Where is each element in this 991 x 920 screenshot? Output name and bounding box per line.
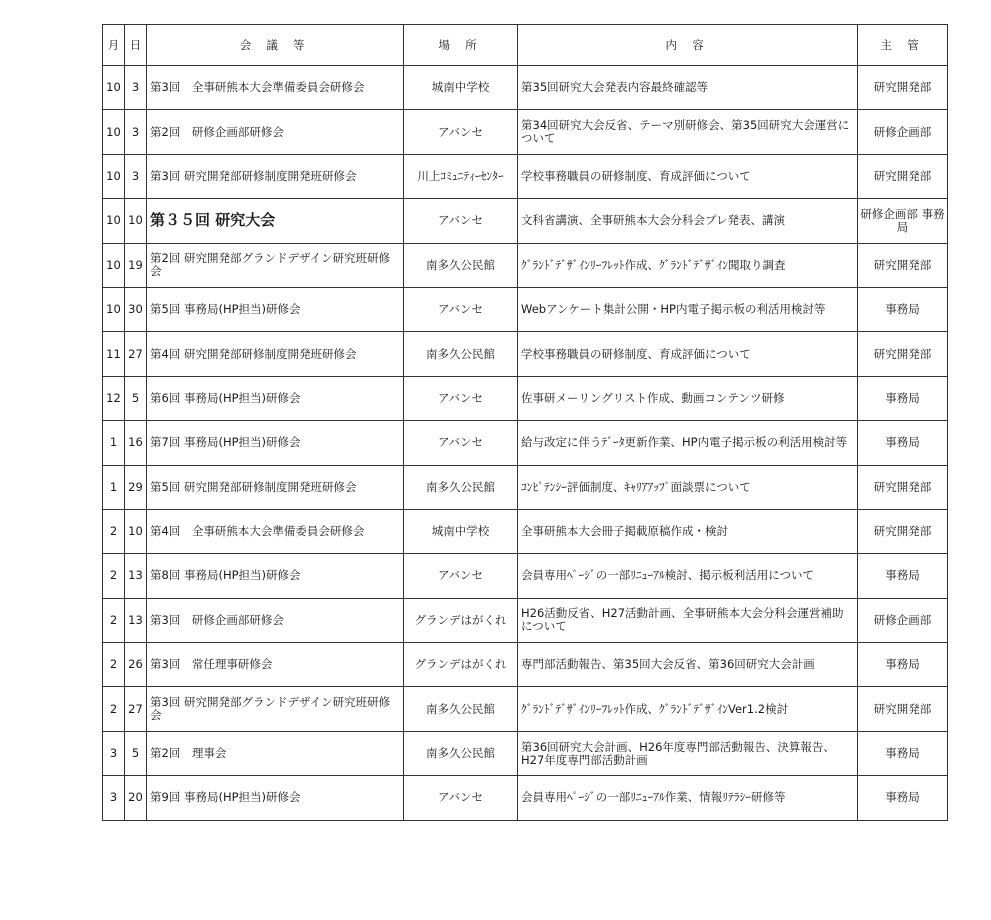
cell-organizer: 事務局	[858, 421, 948, 465]
cell-month: 1	[103, 421, 125, 465]
table-row	[103, 421, 948, 465]
cell-meeting: 第8回 事務局(HP担当)研修会	[147, 554, 404, 598]
cell-organizer: 研修企画部	[858, 110, 948, 154]
cell-content: ｸﾞﾗﾝﾄﾞﾃﾞｻﾞｲﾝﾘｰﾌﾚｯﾄ作成、ｸﾞﾗﾝﾄﾞﾃﾞｻﾞｲﾝ聞取り調査	[518, 243, 858, 287]
schedule-table	[102, 24, 948, 821]
cell-content: 学校事務職員の研修制度、育成評価について	[518, 332, 858, 376]
cell-place: グランデはがくれ	[404, 598, 518, 642]
cell-content: 第35回研究大会発表内容最終確認等	[518, 66, 858, 110]
table-row	[103, 110, 948, 154]
cell-content: 学校事務職員の研修制度、育成評価について	[518, 154, 858, 198]
cell-place: 城南中学校	[404, 509, 518, 553]
cell-meeting: 第5回 研究開発部研修制度開発班研修会	[147, 465, 404, 509]
header-organizer: 主 管	[858, 25, 948, 66]
schedule-sheet	[102, 24, 947, 821]
cell-meeting: 第2回 研修企画部研修会	[147, 110, 404, 154]
cell-content: 第34回研究大会反省、テーマ別研修会、第35回研究大会運営について	[518, 110, 858, 154]
cell-content: H26活動反省、H27活動計画、全事研熊本大会分科会運営補助について	[518, 598, 858, 642]
cell-meeting: 第3回 常任理事研修会	[147, 643, 404, 687]
cell-organizer: 研究開発部	[858, 243, 948, 287]
cell-meeting: 第6回 事務局(HP担当)研修会	[147, 376, 404, 420]
cell-month: 2	[103, 509, 125, 553]
cell-month: 2	[103, 687, 125, 731]
cell-meeting: 第3回 研究開発部グランドデザイン研究班研修会	[147, 687, 404, 731]
table-row	[103, 776, 948, 820]
cell-organizer: 研修企画部 事務局	[858, 199, 948, 243]
cell-day: 13	[125, 554, 147, 598]
schedule-body	[103, 66, 948, 821]
cell-meeting: 第2回 理事会	[147, 731, 404, 775]
cell-meeting: 第3回 研究開発部研修制度開発班研修会	[147, 154, 404, 198]
cell-organizer: 研究開発部	[858, 509, 948, 553]
cell-organizer: 事務局	[858, 776, 948, 820]
header-day: 日	[125, 25, 147, 66]
cell-meeting: 第5回 事務局(HP担当)研修会	[147, 287, 404, 331]
cell-month: 12	[103, 376, 125, 420]
cell-month: 1	[103, 465, 125, 509]
cell-place: アバンセ	[404, 554, 518, 598]
cell-day: 26	[125, 643, 147, 687]
cell-day: 27	[125, 332, 147, 376]
cell-content: ｺﾝﾋﾟﾃﾝｼｰ評価制度、ｷｬﾘｱｱｯﾌﾟ面談票について	[518, 465, 858, 509]
cell-content: 全事研熊本大会冊子掲載原稿作成・検討	[518, 509, 858, 553]
cell-content: 専門部活動報告、第35回大会反省、第36回研究大会計画	[518, 643, 858, 687]
cell-day: 5	[125, 731, 147, 775]
cell-content: 会員専用ﾍﾟｰｼﾞの一部ﾘﾆｭｰｱﾙ作業、情報ﾘﾃﾗｼｰ研修等	[518, 776, 858, 820]
cell-content: 第36回研究大会計画、H26年度専門部活動報告、決算報告、H27年度専門部活動計画	[518, 731, 858, 775]
cell-organizer: 事務局	[858, 554, 948, 598]
table-row	[103, 687, 948, 731]
cell-month: 3	[103, 731, 125, 775]
cell-place: 城南中学校	[404, 66, 518, 110]
cell-month: 10	[103, 110, 125, 154]
cell-organizer: 事務局	[858, 287, 948, 331]
cell-month: 10	[103, 66, 125, 110]
cell-organizer: 研究開発部	[858, 154, 948, 198]
cell-day: 29	[125, 465, 147, 509]
cell-day: 13	[125, 598, 147, 642]
cell-day: 3	[125, 110, 147, 154]
cell-organizer: 研修企画部	[858, 598, 948, 642]
cell-organizer: 事務局	[858, 731, 948, 775]
cell-month: 10	[103, 199, 125, 243]
cell-place: アバンセ	[404, 199, 518, 243]
cell-meeting: 第7回 事務局(HP担当)研修会	[147, 421, 404, 465]
cell-place: 南多久公民館	[404, 687, 518, 731]
cell-month: 11	[103, 332, 125, 376]
cell-place: 南多久公民館	[404, 731, 518, 775]
cell-organizer: 研究開発部	[858, 465, 948, 509]
cell-content: ｸﾞﾗﾝﾄﾞﾃﾞｻﾞｲﾝﾘｰﾌﾚｯﾄ作成、ｸﾞﾗﾝﾄﾞﾃﾞｻﾞｲﾝVer1.2検討	[518, 687, 858, 731]
cell-organizer: 研究開発部	[858, 332, 948, 376]
table-row	[103, 287, 948, 331]
cell-place: 南多久公民館	[404, 243, 518, 287]
cell-meeting: 第2回 研究開発部グランドデザイン研究班研修会	[147, 243, 404, 287]
cell-place: アバンセ	[404, 776, 518, 820]
cell-content: 文科省講演、全事研熊本大会分科会プレ発表、講演	[518, 199, 858, 243]
header-place: 場 所	[404, 25, 518, 66]
header-month: 月	[103, 25, 125, 66]
cell-day: 3	[125, 66, 147, 110]
cell-month: 2	[103, 598, 125, 642]
cell-meeting: 第4回 研究開発部研修制度開発班研修会	[147, 332, 404, 376]
cell-day: 3	[125, 154, 147, 198]
cell-place: 南多久公民館	[404, 465, 518, 509]
table-row	[103, 154, 948, 198]
cell-month: 10	[103, 243, 125, 287]
cell-meeting: 第9回 事務局(HP担当)研修会	[147, 776, 404, 820]
table-row	[103, 643, 948, 687]
cell-month: 10	[103, 287, 125, 331]
cell-day: 27	[125, 687, 147, 731]
cell-day: 20	[125, 776, 147, 820]
cell-month: 3	[103, 776, 125, 820]
header-content: 内 容	[518, 25, 858, 66]
cell-day: 10	[125, 509, 147, 553]
table-row	[103, 731, 948, 775]
cell-month: 10	[103, 154, 125, 198]
cell-place: 川上ｺﾐｭﾆﾃｨｰｾﾝﾀｰ	[404, 154, 518, 198]
cell-content: 給与改定に伴うﾃﾞｰﾀ更新作業、HP内電子掲示板の利活用検討等	[518, 421, 858, 465]
cell-organizer: 事務局	[858, 376, 948, 420]
table-row	[103, 598, 948, 642]
header-row	[103, 25, 948, 66]
cell-meeting: 第3回 全事研熊本大会準備委員会研修会	[147, 66, 404, 110]
cell-place: アバンセ	[404, 287, 518, 331]
cell-content: Webアンケート集計公開・HP内電子掲示板の利活用検討等	[518, 287, 858, 331]
cell-content: 佐事研メーリングリスト作成、動画コンテンツ研修	[518, 376, 858, 420]
table-row	[103, 554, 948, 598]
cell-place: アバンセ	[404, 110, 518, 154]
table-row	[103, 199, 948, 243]
table-row	[103, 509, 948, 553]
cell-place: アバンセ	[404, 376, 518, 420]
cell-meeting: 第3回 研修企画部研修会	[147, 598, 404, 642]
cell-organizer: 研究開発部	[858, 66, 948, 110]
cell-organizer: 事務局	[858, 643, 948, 687]
table-row	[103, 465, 948, 509]
header-meeting: 会 議 等	[147, 25, 404, 66]
table-row	[103, 243, 948, 287]
cell-meeting: 第4回 全事研熊本大会準備委員会研修会	[147, 509, 404, 553]
cell-content: 会員専用ﾍﾟｰｼﾞの一部ﾘﾆｭｰｱﾙ検討、掲示板利活用について	[518, 554, 858, 598]
cell-day: 5	[125, 376, 147, 420]
cell-place: 南多久公民館	[404, 332, 518, 376]
cell-place: アバンセ	[404, 421, 518, 465]
cell-day: 16	[125, 421, 147, 465]
cell-month: 2	[103, 643, 125, 687]
cell-day: 10	[125, 199, 147, 243]
cell-place: グランデはがくれ	[404, 643, 518, 687]
cell-meeting: 第３５回 研究大会	[147, 199, 404, 243]
cell-day: 19	[125, 243, 147, 287]
table-row	[103, 376, 948, 420]
cell-organizer: 研究開発部	[858, 687, 948, 731]
table-row	[103, 332, 948, 376]
table-row	[103, 66, 948, 110]
cell-month: 2	[103, 554, 125, 598]
cell-day: 30	[125, 287, 147, 331]
